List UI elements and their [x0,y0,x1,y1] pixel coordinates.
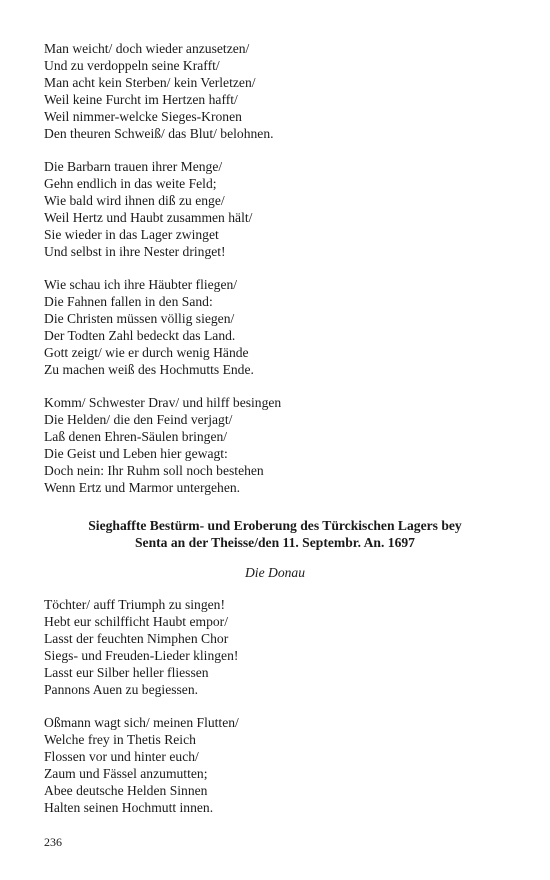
verse-line: Wie schau ich ihre Häubter fliegen/ [44,277,238,292]
verse-line: Sie wieder in das Lager zwinget [44,226,219,242]
section-heading-line-2: Senta an der Theisse/den 11. Septembr. An. 1697 [135,535,415,550]
verse-line: Laß denen Ehren-Säulen bringen/ [44,428,228,444]
verse-line: Die Barbarn trauen ihrer Menge/ [44,159,223,174]
verse-line: Gehn endlich in das weite Feld; [44,175,217,191]
verse-line: Halten seinen Hochmutt innen. [44,799,214,815]
stanza-5 [44,597,514,698]
verse-line: Die Helden/ die den Feind verjagt/ [44,411,233,427]
verse-line: Abee deutsche Helden Sinnen [44,782,208,798]
verse-line: Wie bald wird ihnen diß zu enge/ [44,192,225,208]
verse-line: Pannons Auen zu begiessen. [44,681,199,697]
verse-line: Welche frey in Thetis Reich [44,731,196,747]
verse-line: Wenn Ertz und Marmor untergehen. [44,479,241,495]
verse-line: Hebt eur schilfficht Haubt empor/ [44,613,228,629]
verse-line: Die Geist und Leben hier gewagt: [44,445,228,461]
stanza-2 [44,159,514,260]
verse-line: Der Todten Zahl bedeckt das Land. [44,327,236,343]
page-number: 236 [44,835,62,849]
verse-line: Doch nein: Ihr Ruhm soll noch bestehen [44,462,264,478]
section-heading-line-1: Sieghaffte Bestürm- und Eroberung des Türckischen Lagers bey [88,518,462,533]
stanza-3 [44,277,514,378]
verse-line: Siegs- und Freuden-Lieder klingen! [44,647,239,663]
speaker-label: Die Donau [244,565,306,580]
stanza-6 [44,715,514,816]
verse-line: Lasst der feuchten Nimphen Chor [44,630,229,646]
verse-line: Und selbst in ihre Nester dringet! [44,243,226,259]
verse-line: Und zu verdoppeln seine Krafft/ [44,57,220,73]
verse-line: Man acht kein Sterben/ kein Verletzen/ [44,74,256,90]
verse-line: Die Fahnen fallen in den Sand: [44,293,213,309]
stanza-4 [44,395,514,496]
verse-line: Weil Hertz und Haubt zusammen hält/ [44,209,253,225]
verse-line: Die Christen müssen völlig siegen/ [44,310,235,326]
verse-line: Weil nimmer-welcke Sieges-Kronen [44,108,242,124]
verse-line: Zaum und Fässel anzumutten; [44,765,208,781]
verse-line: Oßmann wagt sich/ meinen Flutten/ [44,715,239,730]
verse-line: Zu machen weiß des Hochmutts Ende. [44,361,254,377]
verse-line: Töchter/ auff Triumph zu singen! [44,597,225,612]
verse-line: Weil keine Furcht im Hertzen hafft/ [44,91,238,107]
stanza-1 [44,41,514,142]
verse-line: Komm/ Schwester Drav/ und hilff besingen [44,395,282,410]
verse-line: Lasst eur Silber heller fliessen [44,664,209,680]
verse-line: Man weicht/ doch wieder anzusetzen/ [44,41,250,56]
verse-line: Den theuren Schweiß/ das Blut/ belohnen. [44,125,274,141]
verse-line: Flossen vor und hinter euch/ [44,748,199,764]
verse-line: Gott zeigt/ wie er durch wenig Hände [44,344,249,360]
section-heading [30,517,520,551]
